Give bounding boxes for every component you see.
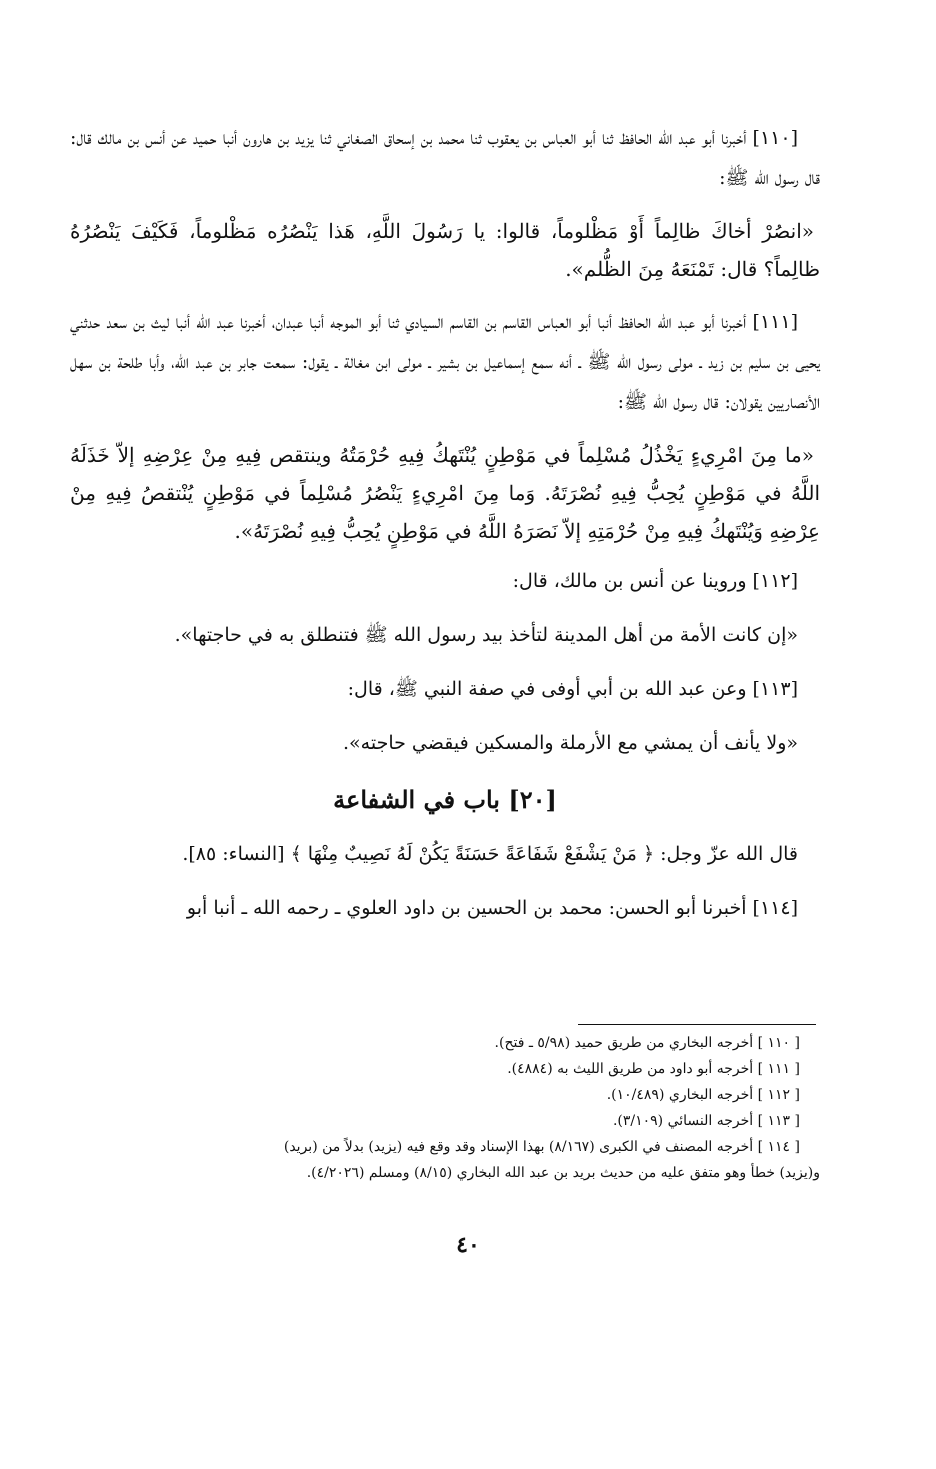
footnote-112: [ ١١٢ ] أخرجه البخاري (١٠/٤٨٩).	[606, 1087, 800, 1103]
footnote-113: [ ١١٣ ] أخرجه النسائي (٣/١٠٩).	[612, 1113, 800, 1129]
hadith-112-text: «إن كانت الأمة من أهل المدينة لتأخذ بيد رسول الله ﷺ فتنطلق به في حاجتها».	[174, 624, 798, 646]
footnote-111: [ ١١١ ] أخرجه أبو داود من طريق الليث به (٤٨٨٤).	[507, 1061, 800, 1077]
hadith-110-isnad: [١١٠] أخبرنا أبو عبد الله الحافظ ثنا أبو العباس بن يعقوب ثنا محمد بن إسحاق الصغاني ثنا يزيد بن هارون أنبا حميد عن أنس بن مالك قال: قال رسول الله ﷺ:	[70, 127, 820, 189]
hadith-113-text: «ولا يأنف أن يمشي مع الأرملة والمسكين فيقضي حاجته».	[343, 732, 798, 754]
hadith-111-isnad: [١١١] أخبرنا أبو عبد الله الحافظ أنبا أبو العباس القاسم بن القاسم السيادي ثنا أبو الموجه أنبا عبدان، أخبرنا عبد الله أنبا ليث بن سعد حدثني يحيى بن سليم بن زيد ـ مولى رسول الله ﷺ ـ أنه سمع إسماعيل بن بشير ـ مولى ابن مغالة ـ يقول: سمعت جابر بن عبد الله، وأبا طلحة بن سهل الأنصاريين يقولان: قال رسول الله ﷺ:	[70, 311, 820, 413]
footnotes	[70, 1030, 820, 1186]
hadith-110-text: «انصُرْ أخاكَ ظالِماً أَوْ مَظْلوماً، قالوا: يا رَسُولَ اللَّهِ، هَذا يَنْصُرُه مَظْلوماً، فَكَيْفَ يَنْصُرُهُ ظالِماً؟ قال: تَمْنَعَهُ مِنَ الظُّلم».	[70, 219, 820, 281]
hadith-111-text: «ما مِنَ امْرِيءٍ يَخْذُلُ مُسْلِماً في مَوْطِنٍ يُنْتَهكُ فِيهِ حُرْمَتُهُ وينتقص فِيهِ مِنْ عِرْضِهِ إلاّ خَذَلَهُ اللَّهُ في مَوْطِنٍ يُحِبُّ فِيهِ نُصْرَتَهُ. وَما مِنَ امْرِيءٍ يَنْصُرُ مُسْلِماً في مَوْطِنٍ يُنْتقصُ فِيهِ مِنْ عِرْضِهِ وَيُنْتَهكُ فِيهِ مِنْ حُرْمَتِهِ إلاّ نَصَرَهُ اللَّهُ في مَوْطِنٍ يُحِبُّ فِيهِ نُصْرَتَهُ».	[70, 443, 820, 543]
chapter-heading: [٢٠] باب في الشفاعة	[333, 785, 557, 814]
page-number: ٤٠	[456, 1232, 480, 1258]
footnote-110: [ ١١٠ ] أخرجه البخاري من طريق حميد (٥/٩٨ ـ فتح).	[494, 1035, 800, 1051]
quran-verse: قال الله عزّ وجل: ﴿ مَنْ يَشْفَعْ شَفَاعَةً حَسَنَةً يَكُنْ لَهُ نَصِيبٌ مِنْهَا ﴾ [النساء: ٨٥].	[182, 843, 798, 865]
page-body	[70, 118, 820, 942]
hadith-114-isnad: [١١٤] أخبرنا أبو الحسن: محمد بن الحسين بن داود العلوي ـ رحمه الله ـ أنبا أبو	[186, 897, 798, 919]
hadith-113-isnad: [١١٣] وعن عبد الله بن أبي أوفى في صفة النبي ﷺ، قال:	[347, 678, 798, 700]
footnote-114-continued: و(يزيد) خطأ وهو متفق عليه من حديث بريد بن عبد الله البخاري (٨/١٥) ومسلم (٤/٢٠٢٦).	[306, 1165, 820, 1181]
footnote-114: [ ١١٤ ] أخرجه المصنف في الكبرى (٨/١٦٧) بهذا الإسناد وقد وقع فيه (يزيد) بدلاً من (بريد)	[283, 1139, 800, 1155]
footnote-divider	[578, 1024, 816, 1025]
hadith-112-isnad: [١١٢] وروينا عن أنس بن مالك، قال:	[512, 570, 798, 592]
